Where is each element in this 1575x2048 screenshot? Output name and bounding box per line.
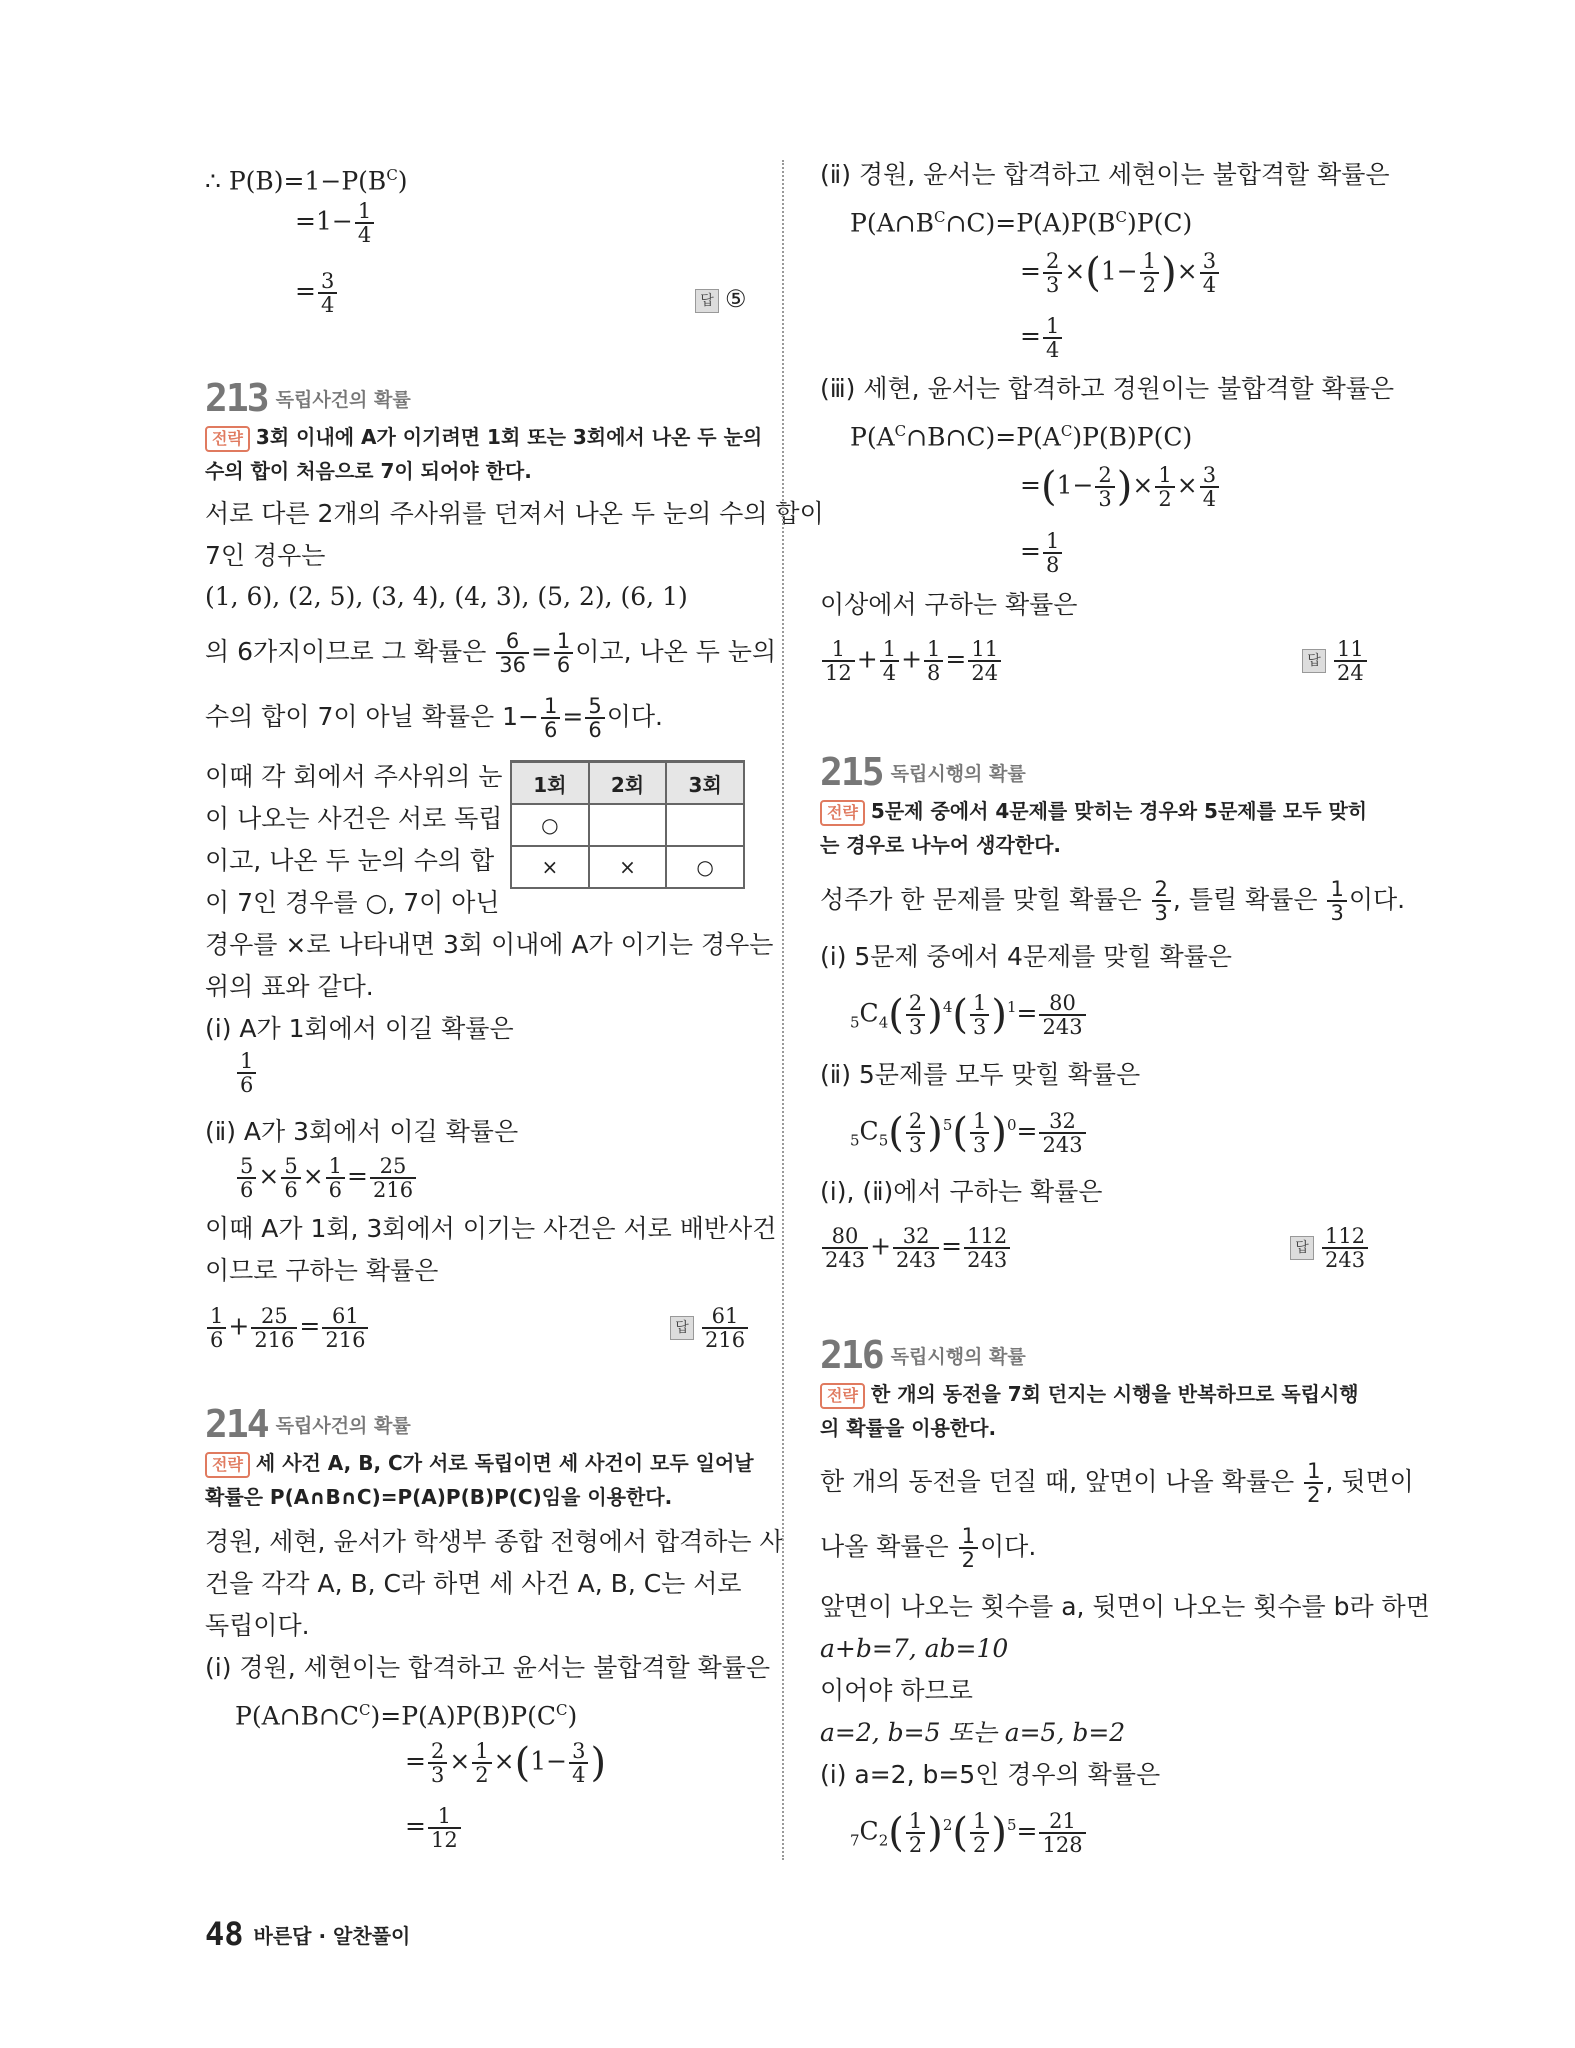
case-216-1: (ⅰ) a=2, b=5인 경우의 확률은	[820, 1760, 1161, 1789]
text-213-9: 이 7인 경우를 ○, 7이 아닌	[205, 888, 500, 917]
eq-214-1b: = $\frac{2}{3}$ × $\frac{1}{2}$ ×(1− $\frac{3}{4}$ )	[405, 1739, 607, 1787]
text-214-summary: 이상에서 구하는 확률은	[820, 590, 1078, 619]
table-cell: ○	[511, 804, 589, 846]
strategy-216-line2: 의 확률을 이용한다.	[820, 1416, 997, 1440]
eq-213-final: $\frac{1}{6}$ + $\frac{25}{216}$ = $\frac{61}{216}$	[205, 1305, 370, 1351]
strategy-215-line1: 전략 5문제 중에서 4문제를 맞히는 경우와 5문제를 모두 맞히	[820, 796, 1367, 826]
table-cell: ×	[589, 846, 667, 888]
case-214-1: (ⅰ) 경원, 세현이는 합격하고 윤서는 불합격할 확률은	[205, 1653, 771, 1682]
text-215-1: 성주가 한 문제를 맞힐 확률은 $\frac{2}{3}$ , 틀릴 확률은 $\frac{1}{3}$ 이다.	[820, 877, 1406, 925]
section-214-header: 214 독립사건의 확률	[205, 1402, 411, 1446]
footer-title: 바른답 · 알찬풀이	[253, 1923, 411, 1948]
case-214-2: (ⅱ) 경원, 윤서는 합격하고 세현이는 불합격할 확률은	[820, 160, 1390, 189]
page-number: 48	[205, 1915, 244, 1953]
strategy-213-line1: 전략 3회 이내에 A가 이기려면 1회 또는 3회에서 나온 두 눈의	[205, 422, 762, 452]
eq-case-1: $\frac{1}{6}$	[235, 1050, 258, 1096]
case-215-1: (ⅰ) 5문제 중에서 4문제를 맞힐 확률은	[820, 942, 1232, 971]
eq-214-2c: = $\frac{1}{4}$	[1020, 315, 1064, 361]
eq-pb-line1: ∴ $P(B)=1-P(B^C)$	[205, 166, 408, 196]
answer-212: 답 ⑤	[695, 285, 747, 313]
eq-pb-line2: =1− $\frac{1}{4}$	[295, 200, 376, 246]
text-214-2: 건을 각각 A, B, C라 하면 세 사건 A, B, C는 서로	[205, 1569, 742, 1598]
eq-216-system: a+b=7, ab=10	[820, 1634, 1009, 1663]
table-cell: ×	[511, 846, 589, 888]
case-215-2: (ⅱ) 5문제를 모두 맞힐 확률은	[820, 1060, 1141, 1089]
text-216-5: 이어야 하므로	[820, 1676, 973, 1705]
text-213-7: 이 나오는 사건은 서로 독립	[205, 804, 503, 833]
strategy-216-line1: 전략 한 개의 동전을 7회 던지는 시행을 반복하므로 독립시행	[820, 1379, 1359, 1409]
strategy-213-line2: 수의 합이 처음으로 7이 되어야 한다.	[205, 459, 532, 483]
dice-pairs: (1, 6), (2, 5), (3, 4), (4, 3), (5, 2), (6, 1)	[205, 582, 688, 611]
text-213-14: 이때 A가 1회, 3회에서 이기는 사건은 서로 배반사건	[205, 1214, 777, 1243]
table-header: 3회	[666, 762, 744, 805]
text-214-1: 경원, 세현, 윤서가 학생부 종합 전형에서 합격하는 사	[205, 1527, 784, 1556]
text-213-4: 의 6가지이므로 그 확률은 $\frac{6}{36}$ = $\frac{1}{6}$ 이고, 나온 두 눈의	[205, 629, 777, 677]
text-213-6: 이때 각 회에서 주사위의 눈	[205, 762, 503, 791]
eq-214-1c: = $\frac{1}{12}$	[405, 1805, 463, 1851]
table-cell	[666, 804, 744, 846]
text-213-11: 위의 표와 같다.	[205, 972, 374, 1001]
eq-214-3a: $P(A^C\cap B\cap C)=P(A^C)P(B)P(C)$	[850, 422, 1193, 452]
page-footer	[205, 1915, 410, 1953]
text-213-1: 서로 다른 2개의 주사위를 던져서 나온 두 눈의 수의 합이	[205, 499, 824, 528]
text-216-1: 한 개의 동전을 던질 때, 앞면이 나올 확률은 $\frac{1}{2}$ , 뒷면이	[820, 1459, 1414, 1507]
eq-214-2a: $P(A\cap B^C\cap C)=P(A)P(B^C)P(C)$	[850, 208, 1193, 238]
answer-214: 답 $\frac{11}{24}$	[1302, 638, 1369, 684]
text-216-2: 나올 확률은 $\frac{1}{2}$ 이다.	[820, 1524, 1037, 1572]
text-213-15: 이므로 구하는 확률은	[205, 1256, 439, 1285]
eq-214-final: $\frac{1}{12}$ + $\frac{1}{4}$ + $\frac{1}{8}$ = $\frac{11}{24}$	[820, 638, 1003, 684]
eq-216-1: $_7C_2$( $\frac{1}{2}$ )$^2$( $\frac{1}{2}$ )$^5$= $\frac{21}{128}$	[850, 1808, 1088, 1857]
strategy-214-line1: 전략 세 사건 A, B, C가 서로 독립이면 세 사건이 모두 일어날	[205, 1448, 754, 1478]
section-216-header: 216 독립시행의 확률	[820, 1333, 1026, 1377]
section-213-header: 213 독립사건의 확률	[205, 376, 411, 420]
answer-213: 답 $\frac{61}{216}$	[670, 1305, 750, 1351]
table-cell	[589, 804, 667, 846]
text-214-3: 독립이다.	[205, 1611, 310, 1640]
strategy-215-line2: 는 경우로 나누어 생각한다.	[820, 833, 1062, 857]
eq-214-3c: = $\frac{1}{8}$	[1020, 530, 1064, 576]
text-216-3: 앞면이 나오는 횟수를 a, 뒷면이 나오는 횟수를 b라 하면	[820, 1592, 1430, 1621]
table-header: 2회	[589, 762, 667, 805]
eq-215-2: $_5C_5$( $\frac{2}{3}$ )$^5$( $\frac{1}{3}$ )$^0$= $\frac{32}{243}$	[850, 1108, 1088, 1157]
eq-214-3b: =(1− $\frac{2}{3}$ )× $\frac{1}{2}$ × $\frac{3}{4}$	[1020, 464, 1221, 510]
column-divider	[782, 160, 784, 1860]
eq-214-2b: = $\frac{2}{3}$ ×(1− $\frac{1}{2}$ )× $\frac{3}{4}$	[1020, 250, 1221, 296]
table-cell: ○	[666, 846, 744, 888]
text-213-10: 경우를 ×로 나타내면 3회 이내에 A가 이기는 경우는	[205, 930, 774, 959]
answer-215: 답 $\frac{112}{243}$	[1290, 1225, 1370, 1271]
text-213-8: 이고, 나온 두 눈의 수의 합	[205, 846, 495, 875]
text-213-2: 7인 경우는	[205, 541, 326, 570]
outcome-table	[510, 760, 745, 889]
case-214-3: (ⅲ) 세현, 윤서는 합격하고 경원이는 불합격할 확률은	[820, 374, 1395, 403]
section-215-header: 215 독립시행의 확률	[820, 750, 1026, 794]
text-213-5: 수의 합이 7이 아닐 확률은 1− $\frac{1}{6}$ = $\frac{5}{6}$ 이다.	[205, 694, 663, 742]
case-2: (ⅱ) A가 3회에서 이길 확률은	[205, 1117, 519, 1146]
eq-215-1: $_5C_4$( $\frac{2}{3}$ )$^4$( $\frac{1}{3}$ )$^1$= $\frac{80}{243}$	[850, 990, 1088, 1039]
eq-216-solutions: a=2, b=5 또는 a=5, b=2	[820, 1718, 1126, 1747]
strategy-214-line2: 확률은 P(A∩B∩C)=P(A)P(B)P(C)임을 이용한다.	[205, 1485, 673, 1509]
text-215-summary: (ⅰ), (ⅱ)에서 구하는 확률은	[820, 1177, 1103, 1206]
case-1: (ⅰ) A가 1회에서 이길 확률은	[205, 1014, 514, 1043]
eq-214-1a: $P(A\cap B\cap C^C)=P(A)P(B)P(C^C)$	[235, 1701, 578, 1731]
eq-pb-line3: = $\frac{3}{4}$	[295, 270, 339, 316]
table-header: 1회	[511, 762, 589, 805]
eq-215-final: $\frac{80}{243}$ + $\frac{32}{243}$ = $\frac{112}{243}$	[820, 1225, 1012, 1271]
eq-case-2: $\frac{5}{6}$ × $\frac{5}{6}$ × $\frac{1}{6}$ = $\frac{25}{216}$	[235, 1155, 418, 1201]
